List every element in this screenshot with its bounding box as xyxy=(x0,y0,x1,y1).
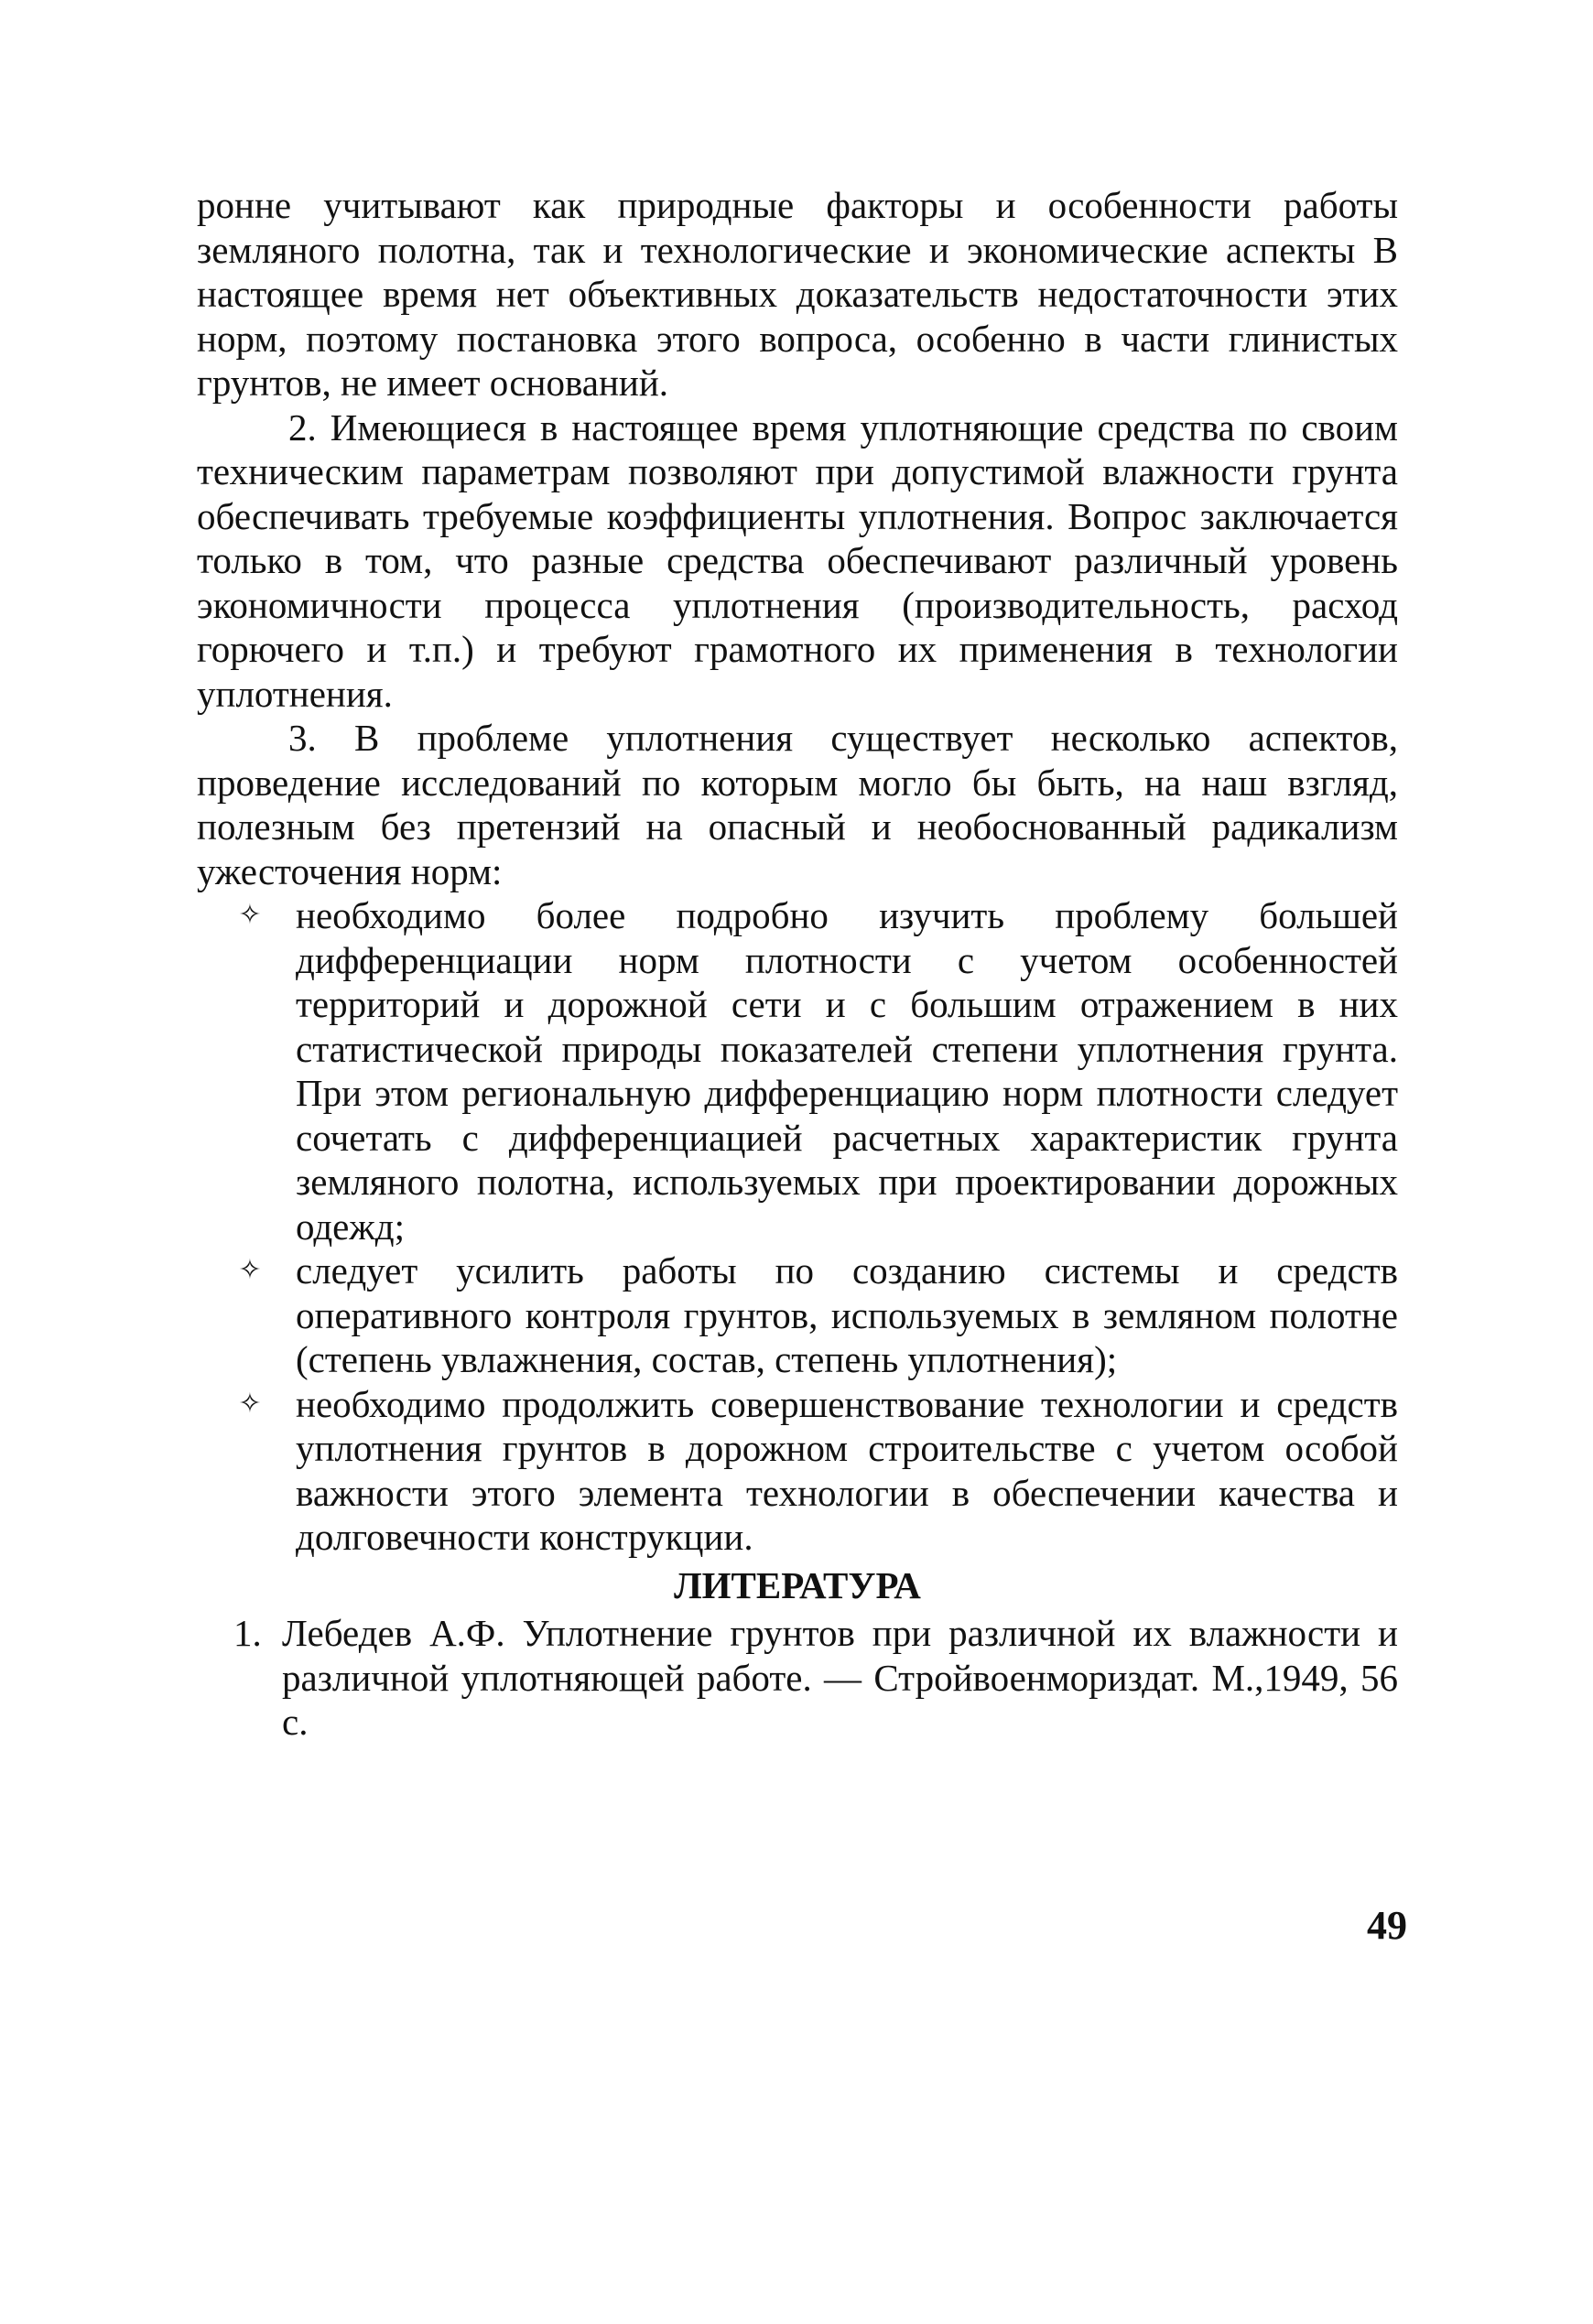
paragraph-2: 2. Имеющиеся в настоящее время уплотняющие средства по своим техническим параметрам позволяют при допустимой влажности грунта обеспечивать требуемые коэффициенты уплотнения. Вопрос заключается только в том, что разные средства обеспечивают различный уровень экономичности процесса уплотнения (производительность, расход горючего и т.п.) и требуют грамотного их применения в технологии уплотнения. xyxy=(197,405,1398,715)
list-item-text: следует усилить работы по созданию системы и средств оперативного контроля грунтов, используемых в земляном полотне (степень увлажнения, состав, степень уплотнения); xyxy=(296,1249,1398,1380)
page-number: 49 xyxy=(1367,1903,1407,1948)
list-item xyxy=(197,1248,1398,1382)
list-item-text: необходимо продолжить совершенствование технологии и средств уплотнения грунтов в дорожном строительстве с учетом особой важности этого элемента технологии в обеспечении качества и долговечности конструкции. xyxy=(296,1382,1398,1558)
paragraph-3: 3. В проблеме уплотнения существует несколько аспектов, проведение исследований по которым могло бы быть, на наш взгляд, полезным без претензий на опасный и необоснованный радикализм ужесточения норм: xyxy=(197,717,1398,892)
list-item xyxy=(197,1382,1398,1560)
reference-number: 1. xyxy=(233,1612,262,1654)
references-list xyxy=(197,1611,1398,1745)
recommendations-list xyxy=(197,893,1398,1560)
list-item-text: необходимо более подробно изучить проблему большей дифференциации норм плотности с учетом особенностей территорий и дорожной сети и с большим отражением в них статистической природы показателей степени уплотнения грунта. При этом региональную дифференциацию норм плотности следует сочетать с дифференциацией расчетных характеристик грунта земляного полотна, используемых при проектировании дорожных одежд; xyxy=(296,894,1398,1248)
reference-text: Лебедев А.Ф. Уплотнение грунтов при различной их влажности и различной уплотняющей работе. — Стройвоенмориздат. М.,1949, 56 с. xyxy=(282,1612,1398,1743)
page-body xyxy=(197,183,1398,1745)
list-item xyxy=(197,893,1398,1248)
diamond-star-bullet-icon: ✧ xyxy=(238,1254,262,1286)
diamond-star-bullet-icon: ✧ xyxy=(238,1387,262,1420)
literature-heading: ЛИТЕРАТУРА xyxy=(674,1563,921,1606)
reference-item xyxy=(197,1611,1398,1745)
diamond-star-bullet-icon: ✧ xyxy=(238,899,262,931)
paragraph-continued: ронне учитывают как природные факторы и особенности работы земляного полотна, так и технологические и экономические аспекты В настоящее время нет объективных доказательств недостаточности этих норм, поэтому постановка этого вопроса, особенно в части глинистых грунтов, не имеет оснований. xyxy=(197,184,1398,404)
